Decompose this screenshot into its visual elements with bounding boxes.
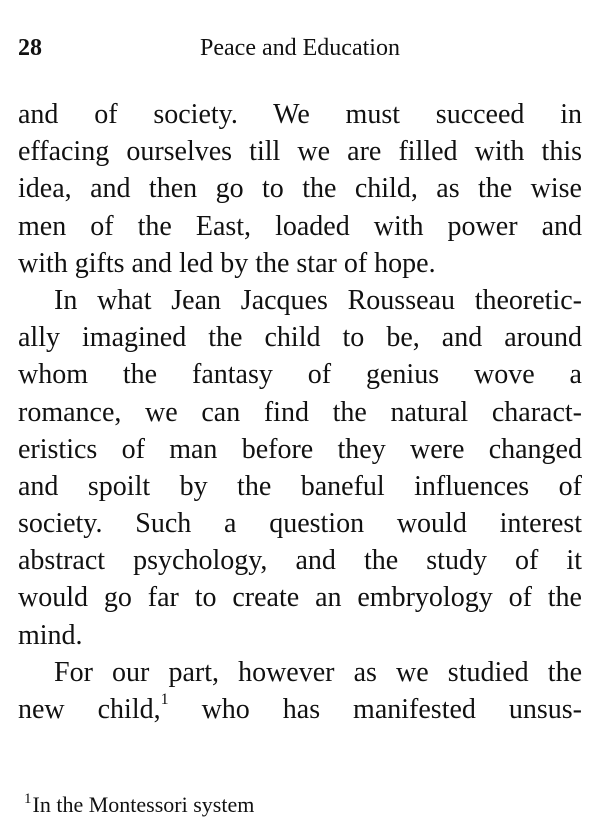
text-line-with-footnote-ref xyxy=(18,691,582,728)
text-line: and of society. We must succeed in xyxy=(18,99,582,130)
text-line: romance, we can find the natural charact- xyxy=(18,396,582,428)
page-number: 28 xyxy=(18,35,42,61)
text-line: mind. xyxy=(18,619,83,651)
text-fragment: who has manifested unsus- xyxy=(201,694,582,725)
paragraph-3 xyxy=(18,654,582,728)
paragraph-1 xyxy=(18,96,582,282)
text-line: ally imagined the child to be, and around xyxy=(18,322,582,354)
footnote-text: In the Montessori system xyxy=(32,792,255,817)
text-line: with gifts and led by the star of hope. xyxy=(18,247,436,279)
footnote-reference: 1 xyxy=(160,691,169,708)
running-title: Peace and Education xyxy=(200,35,400,61)
text-line: men of the East, loaded with power and xyxy=(18,210,582,242)
text-fragment: new child, xyxy=(18,694,161,725)
text-line: society. Such a question would interest xyxy=(18,508,582,540)
text-line: For our part, however as we studied the xyxy=(54,656,582,688)
text-line: idea, and then go to the child, as the wise xyxy=(18,173,582,205)
text-line: whom the fantasy of genius wove a xyxy=(18,359,582,391)
running-head xyxy=(18,28,582,68)
footnote-mark: 1 xyxy=(24,791,32,807)
text-line: abstract psychology, and the study of it xyxy=(18,545,582,577)
body-text xyxy=(18,96,582,728)
footnote xyxy=(24,790,254,820)
paragraph-2 xyxy=(18,282,582,654)
text-line: would go far to create an embryology of the xyxy=(18,582,582,614)
text-line: eristics of man before they were changed xyxy=(18,433,582,465)
text-line: and spoilt by the baneful influences of xyxy=(18,470,582,502)
text-line: In what Jean Jacques Rousseau theoretic- xyxy=(54,284,582,316)
text-line: effacing ourselves till we are filled with this xyxy=(18,136,582,168)
